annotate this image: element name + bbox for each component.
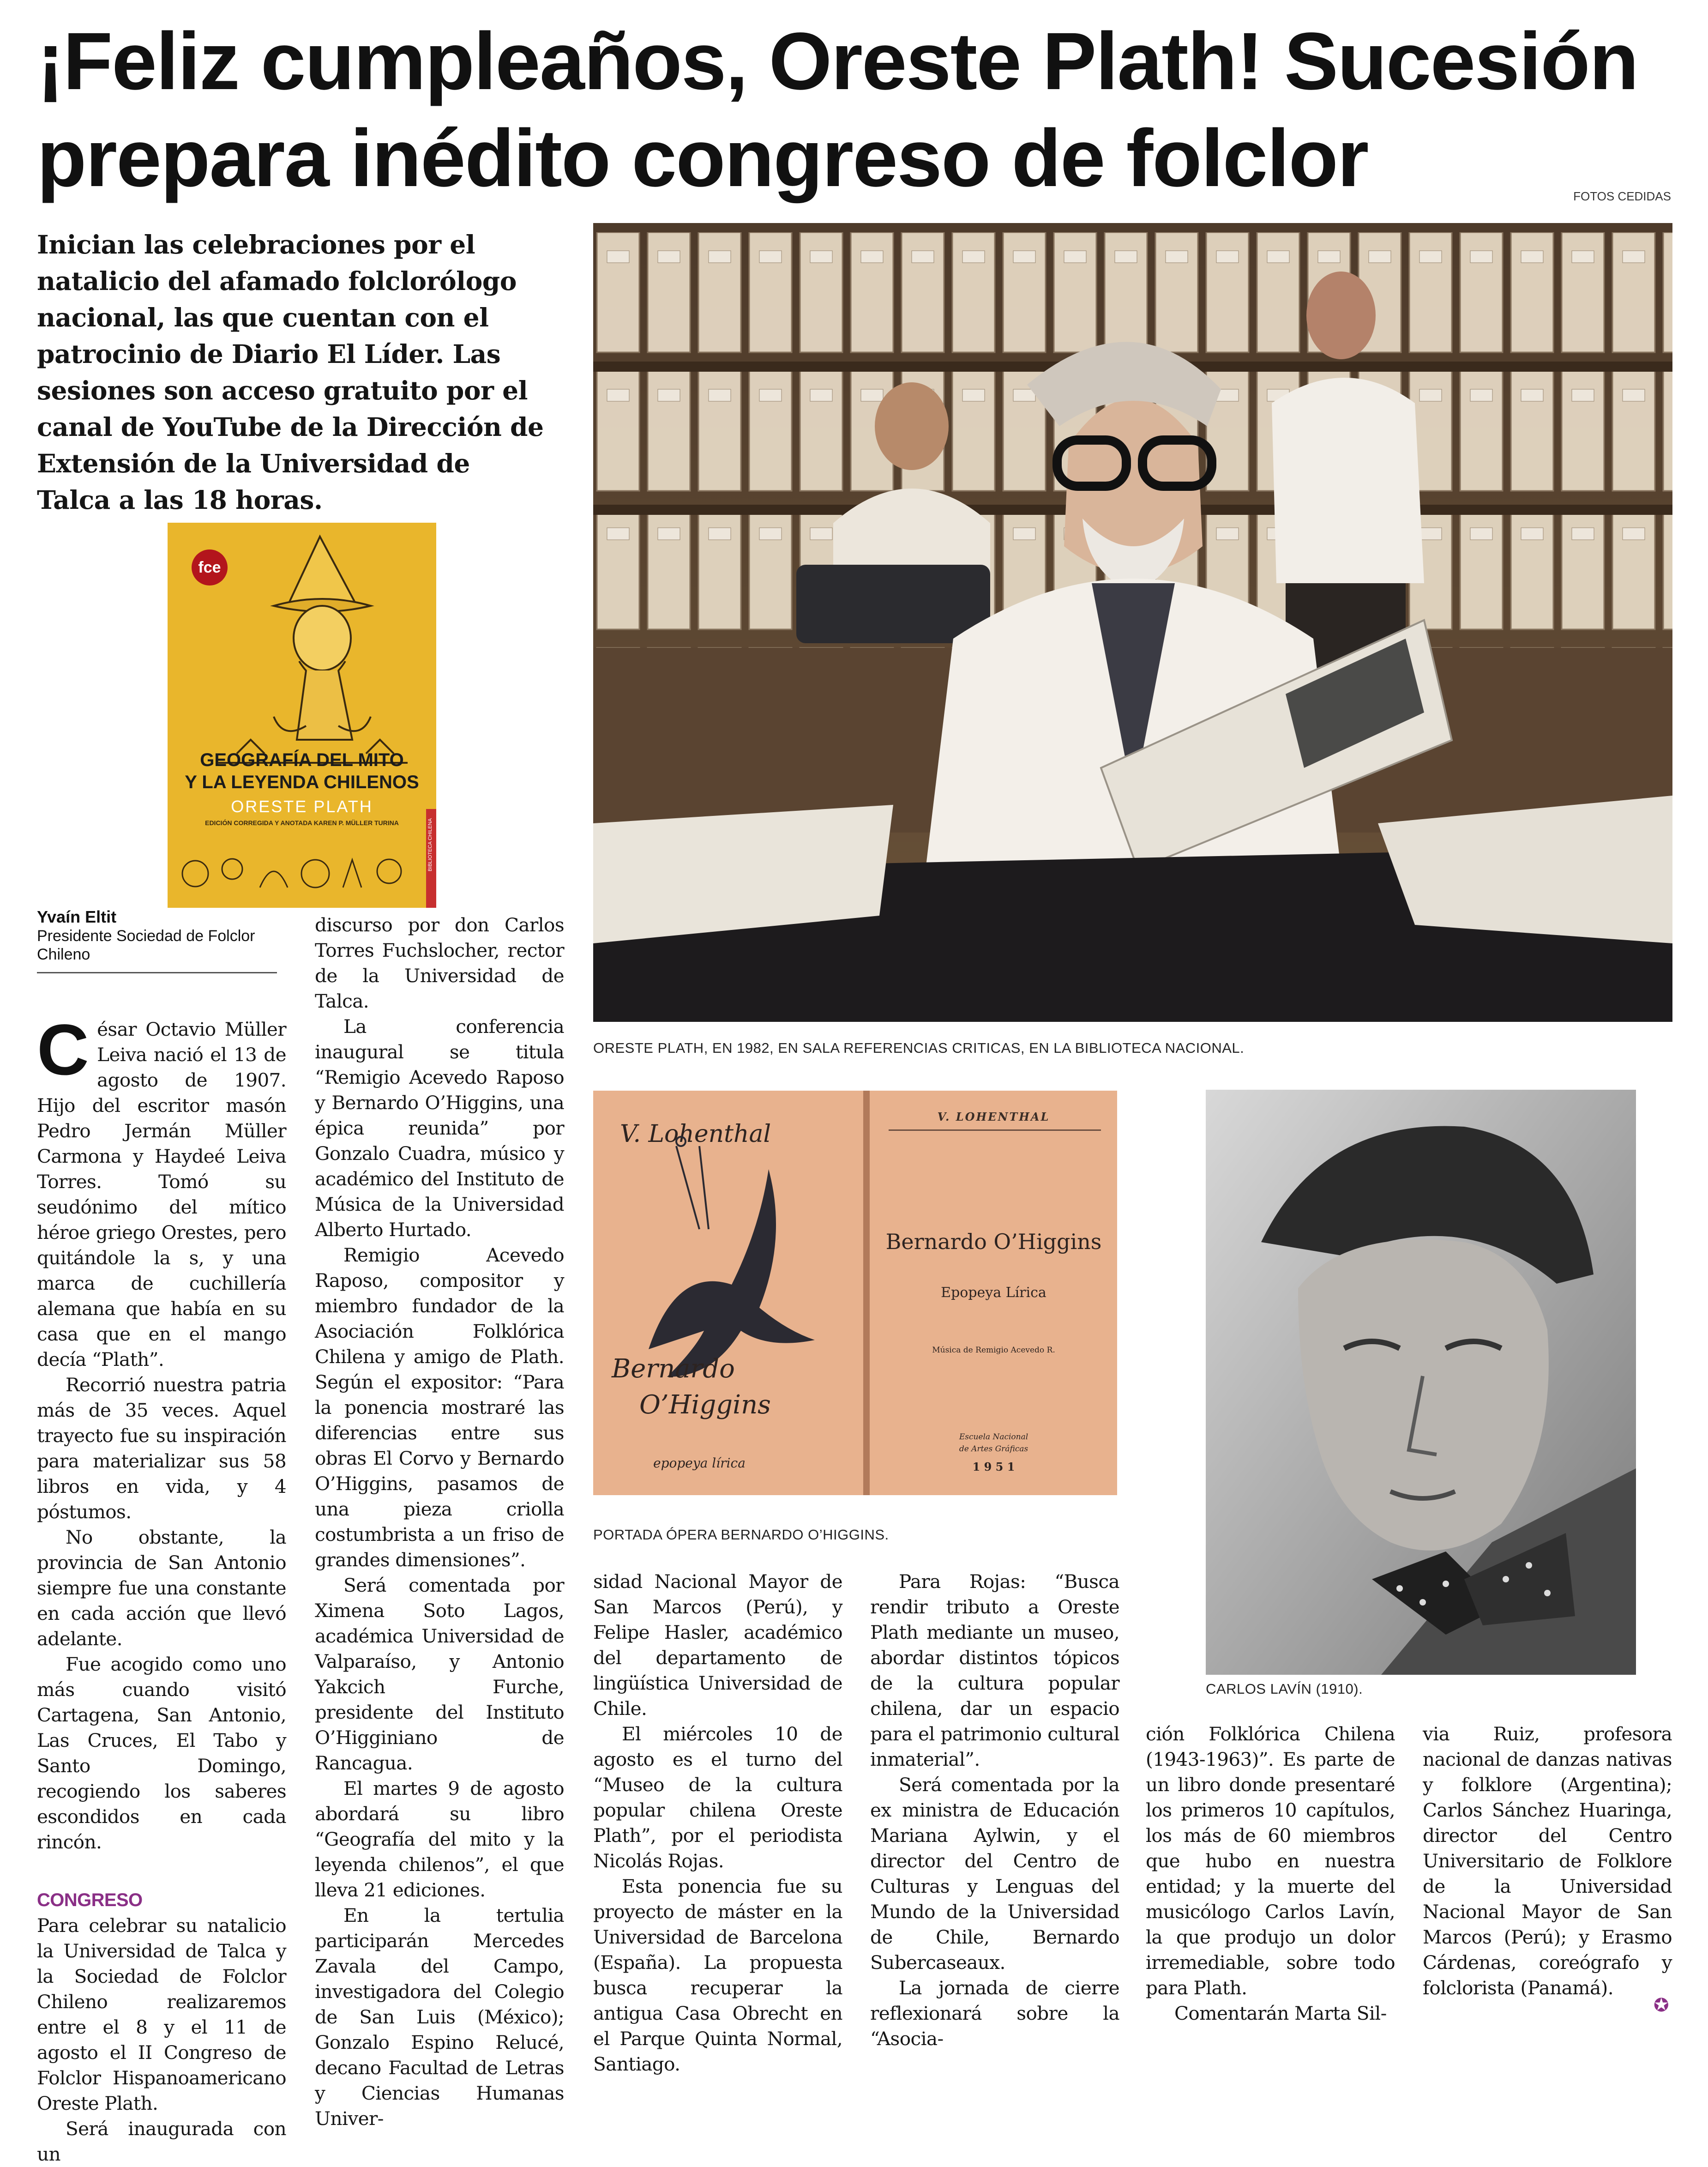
column-4 (870, 1569, 1119, 2052)
main-photo (593, 223, 1672, 1022)
right-title: Bernardo O’Higgins (885, 1229, 1102, 1254)
paragraph: Será comentada por la ex ministra de Educación Mariana Aylwin, y el director del Centro de Culturas y Lenguas del Mundo de la Universidad de Chile, Bernardo Subercaseaux. (870, 1774, 1119, 1974)
publisher-logo: fce (192, 549, 228, 586)
paragraph: discurso por don Carlos Torres Fuchslocher, rector de la Universidad de Talca. (315, 914, 564, 1012)
creatures-illustration (168, 846, 436, 901)
paragraph: Comentarán Marta Sil- (1174, 2002, 1387, 2024)
opera-cover (593, 1091, 1117, 1495)
left-subtitle: epopeya lírica (653, 1455, 746, 1471)
headline: ¡Feliz cumpleaños, Oreste Plath! Sucesión prepara inédito congreso de folclor (37, 16, 1638, 204)
author-role-1: Presidente Sociedad de Folclor (37, 927, 255, 945)
byline-rule (37, 972, 277, 973)
right-year: 1 9 5 1 (972, 1460, 1015, 1473)
paragraph: El miércoles 10 de agosto es el turno del “Museo de la cultura popular chilena Oreste Plath”, por el periodista Nicolás Rojas. (593, 1723, 842, 1872)
book-title-2: Y LA LEYENDA CHILENOS (185, 772, 419, 792)
paragraph: Fue acogido como uno más cuando visitó Cartagena, San Antonio, Las Cruces, El Tabo y Santo Domingo, recogiendo los saberes escondidos en cada rincón. (37, 1653, 286, 1853)
book-edition: EDICIÓN CORREGIDA Y ANOTADA KAREN P. MÜLLER TURINA (205, 819, 399, 827)
right-school-2: de Artes Gráficas (959, 1444, 1028, 1454)
paragraph (37, 1010, 286, 1372)
right-subtitle: Epopeya Lírica (941, 1285, 1046, 1301)
end-mark-icon: ✪ (1654, 1995, 1669, 2016)
paragraph: Será inaugurada con un (37, 2118, 286, 2165)
book-title-1: GEOGRAFÍA DEL MITO (200, 750, 404, 770)
photo-credit: FOTOS CEDIDAS (1573, 189, 1671, 203)
author-role-2: Chileno (37, 946, 90, 963)
column-3 (593, 1569, 842, 2077)
right-music: Música de Remigio Acevedo R. (932, 1346, 1055, 1355)
lede: Inician las celebraciones por el natalicio del afamado folclorólogo nacional, las que cuentan con el patrocinio de Diario El Líder. Las sesiones son acceso gratuito por el canal de YouTube de la Dirección de Extensión de la Universidad de Talca a las 18 horas. (37, 229, 544, 515)
column-5 (1146, 1721, 1395, 2026)
left-title-2: O’Higgins (639, 1390, 771, 1420)
lavin-caption: CARLOS LAVÍN (1910). (1206, 1681, 1363, 1697)
section-heading: CONGRESO (37, 1890, 143, 1910)
paragraph: Esta ponencia fue su proyecto de máster en la Universidad de Barcelona (España). La propuesta busca recuperar la antigua Casa Obrecht en el Parque Quinta Normal, Santiago. (593, 1875, 842, 2075)
drop-cap: C (37, 1010, 89, 1090)
column-6 (1423, 1721, 1672, 2001)
paragraph: La jornada de cierre reflexionará sobre la “Asocia- (870, 1977, 1119, 2050)
paragraph: No obstante, la provincia de San Antonio siempre fue una constante en cada acción que llevó adelante. (37, 1526, 286, 1650)
paragraph: Será comentada por Ximena Soto Lagos, académica Universidad de Valparaíso, y Antonio Yakcich Furche, presidente del Instituto O’Higginiano de Rancagua. (315, 1574, 564, 1774)
left-title-1: Bernardo (612, 1354, 735, 1384)
paragraph: El martes 9 de agosto abordará su libro “Geografía del mito y la leyenda chilenos”, el que lleva 21 ediciones. (315, 1777, 564, 1901)
book-author: ORESTE PLATH (231, 797, 373, 816)
lavin-photo (1206, 1090, 1636, 1675)
paragraph: En la tertulia participarán Mercedes Zavala del Campo, investigadora del Colegio de San Luis (México); Gonzalo Espino Relucé, decano Facultad de Letras y Ciencias Humanas Univer- (315, 1904, 564, 2130)
paragraph: via Ruiz, profesora nacional de danzas nativas y folklore (Argentina); Carlos Sánchez Huaringa, director del Centro Universitario de Folklore de la Universidad Nacional Mayor de San Marcos (Perú); y Erasmo Cárdenas, coreógrafo y folclorista (Panamá). (1423, 1723, 1672, 1999)
paragraph: ción Folklórica Chilena (1943-1963)”. Es parte de un libro donde presentaré los primeros 10 capítulos, los más de 60 miembros que hubo en nuestra entidad; y la muerte del musicólogo Carlos Lavín, la que produjo un dolor irremediable, sobre todo para Plath. (1146, 1723, 1395, 1999)
right-school-1: Escuela Nacional (959, 1432, 1028, 1442)
right-rule (889, 1129, 1101, 1131)
paragraph: Remigio Acevedo Raposo, compositor y miembro fundador de la Asociación Folklórica Chilena y amigo de Plath. Según el expositor: “Para la ponencia mostraré las diferencias entre sus obras El Corvo y Bernardo O’Higgins, pasamos de una pieza criolla costumbrista a un friso de grandes dimensiones”. (315, 1244, 564, 1571)
book-spine (426, 809, 436, 908)
archive-scene (593, 223, 1672, 1022)
author-name: Yvaín Eltit (37, 907, 117, 926)
paragraph: Para Rojas: “Busca rendir tributo a Oreste Plath mediante un museo, abordar distintos tópicos de la cultura popular chilena, dar un espacio para el patrimonio cultural inmaterial”. (870, 1570, 1119, 1770)
column-2 (315, 912, 564, 2131)
column-1 (37, 1010, 286, 2167)
bird-illustration (593, 1091, 863, 1495)
paragraph-text: ésar Octavio Müller Leiva nació el 13 de agosto de 1907. Hijo del escritor masón Pedro Jermán Müller Carmona y Haydeé Leiva Torres. Tomó su seudónimo del mítico héroe griego Orestes, pero quitándole la s, y una marca de cuchillería alemana que había en su casa que en el mango decía “Plath”. (37, 1018, 286, 1370)
author-byline (37, 907, 277, 973)
cover-fold (863, 1091, 870, 1495)
book-cover (168, 523, 436, 908)
portrait-scene (1206, 1090, 1636, 1675)
main-photo-caption: ORESTE PLATH, EN 1982, EN SALA REFERENCIAS CRITICAS, EN LA BIBLIOTECA NACIONAL. (593, 1040, 1245, 1056)
right-author: V. LOHENTHAL (937, 1110, 1050, 1123)
book-spine-label: BIBLIOTECA CHILENA (427, 818, 433, 871)
left-signature: V. Lohenthal (620, 1120, 771, 1148)
paragraph: sidad Nacional Mayor de San Marcos (Perú), y Felipe Hasler, académico del departamento de lingüística Universidad de Chile. (593, 1570, 842, 1720)
paragraph: Para celebrar su natalicio la Universidad de Talca y la Sociedad de Folclor Chileno realizaremos entre el 8 y el 11 de agosto el II Congreso de Folclor Hispanoamericano Oreste Plath. (37, 1914, 286, 2114)
opera-cover-caption: PORTADA ÓPERA BERNARDO O’HIGGINS. (593, 1527, 889, 1543)
paragraph: Recorrió nuestra patria más de 35 veces. Aquel trayecto fue su inspiración para materializar sus 58 libros en vida, y 4 póstumos. (37, 1374, 286, 1523)
paragraph: La conferencia inaugural se titula “Remigio Acevedo Raposo y Bernardo O’Higgins, una épica reunida” por Gonzalo Cuadra, músico y académico del Instituto de Música de la Universidad Alberto Hurtado. (315, 1015, 564, 1241)
